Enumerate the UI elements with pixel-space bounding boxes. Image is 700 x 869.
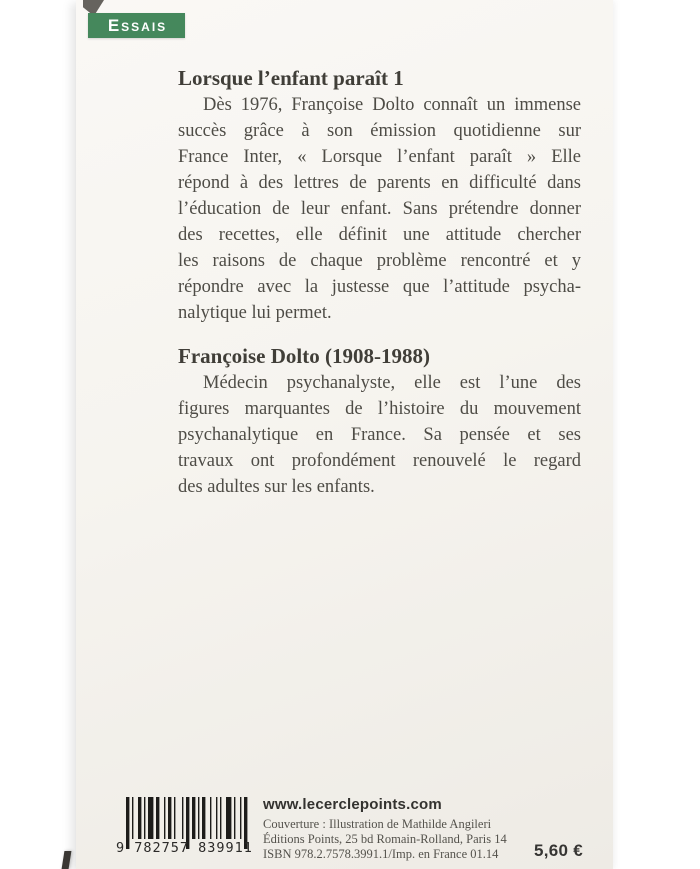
body-line: répondre avec la justesse que l’attitude psycha- bbox=[178, 277, 581, 297]
body-line: travaux ont profondément renouvelé le regard bbox=[178, 451, 581, 471]
collection-banner bbox=[88, 13, 185, 38]
body-line: l’éducation de leur enfant. Sans prétendre donner bbox=[178, 199, 581, 219]
book-title: Lorsque l’enfant paraît 1 bbox=[178, 66, 404, 90]
price: 5,60 € bbox=[534, 841, 584, 860]
barcode bbox=[116, 797, 253, 861]
cover-credit-line: Couverture : Illustration de Mathilde Angileri bbox=[263, 817, 492, 831]
body-line: figures marquantes de l’histoire du mouvement bbox=[178, 399, 581, 419]
body-line: les raisons de chaque problème rencontré et y bbox=[178, 251, 581, 271]
body-line: Dès 1976, Françoise Dolto connaît un immense bbox=[203, 95, 581, 115]
publisher-info bbox=[263, 796, 523, 862]
body-line: Médecin psychanalyste, elle est l’une des bbox=[203, 373, 581, 393]
book-edge-shadow bbox=[62, 851, 72, 869]
publisher-address-line: Éditions Points, 25 bd Romain-Rolland, Paris 14 bbox=[263, 832, 507, 846]
back-cover-text bbox=[178, 64, 581, 500]
isbn-line: ISBN 978.2.7578.3991.1/Imp. en France 01.14 bbox=[263, 847, 499, 861]
body-line: des adultes sur les enfants. bbox=[178, 477, 375, 497]
body-line: des recettes, elle définit une attitude chercher bbox=[178, 225, 581, 245]
barcode-digits: 9 782757 839911 bbox=[116, 840, 253, 856]
publisher-website: www.lecerclepoints.com bbox=[263, 796, 442, 813]
body-line: succès grâce à son émission quotidienne sur bbox=[178, 121, 581, 141]
body-line: nalytique lui permet. bbox=[178, 303, 332, 323]
body-line: psychanalytique en France. Sa pensée et ses bbox=[178, 425, 581, 445]
collection-label: Essais bbox=[107, 16, 168, 35]
body-line: répond à des lettres de parents en difficulté dans bbox=[178, 173, 581, 193]
book-cover bbox=[76, 0, 613, 869]
author-heading: Françoise Dolto (1908-1988) bbox=[178, 344, 430, 368]
body-line: France Inter, « Lorsque l’enfant paraît » Elle bbox=[178, 147, 581, 167]
